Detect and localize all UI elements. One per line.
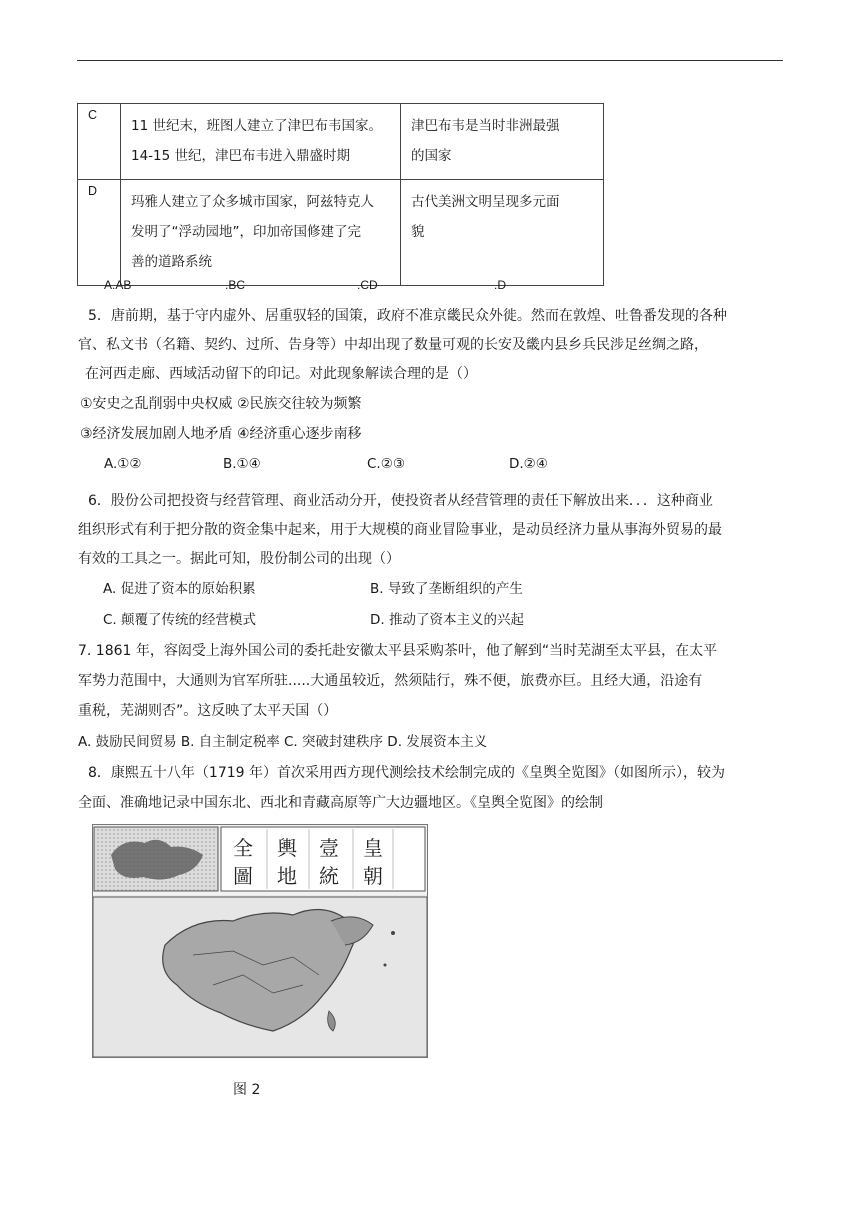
map-image [93, 825, 427, 1057]
option-d[interactable]: D.②④ [509, 456, 548, 472]
option-c[interactable]: .CD [357, 278, 378, 292]
comparison-table [77, 103, 604, 286]
question-text: 官、私文书（名籍、契约、过所、告身等）中却出现了数量可观的长安及畿内县乡兵民涉足丝绸之路， [78, 337, 708, 353]
header-rule [77, 60, 783, 61]
question-text: 6．股份公司把投资与经营管理、商业活动分开，使投资者从经营管理的责任下解放出来．．．这种商业 [88, 493, 713, 509]
row-label: D [78, 180, 121, 286]
map-title-char: 朝 [363, 864, 383, 888]
question-text: 在河西走廊、西域活动留下的印记。对此现象解读合理的是（） [85, 366, 477, 382]
answer-options[interactable]: A. 鼓励民间贸易 B. 自主制定税率 C. 突破封建秩序 D. 发展资本主义 [78, 734, 488, 750]
table-row [78, 180, 604, 286]
option-b[interactable]: B. 导致了垄断组织的产生 [370, 581, 523, 597]
map-figure [92, 824, 428, 1058]
option-a[interactable]: A. 促进了资本的原始积累 [103, 581, 256, 597]
question-text: 组织形式有利于把分散的资金集中起来，用于大规模的商业冒险事业，是动员经济力量从事海外贸易的最 [78, 522, 722, 538]
event-cell: 玛雅人建立了众多城市国家，阿兹特克人 发明了“浮动园地”，印加帝国修建了完 善的道路系统 [121, 180, 401, 286]
option-a[interactable]: A.AB [104, 278, 132, 292]
map-title-char: 地 [277, 864, 297, 888]
map-title-char: 圖 [233, 864, 253, 888]
statement-list: ①安史之乱削弱中央权威 ②民族交往较为频繁 [80, 396, 362, 412]
map-title-char: 全 [233, 836, 253, 860]
question-text: 8．康熙五十八年（1719 年）首次采用西方现代测绘技术绘制完成的《皇舆全览图》（如图所示），较为 [88, 765, 725, 781]
option-a[interactable]: A.①② [104, 456, 142, 472]
option-d[interactable]: .D [494, 278, 506, 292]
question-text: 全面、准确地记录中国东北、西北和青藏高原等广大边疆地区。《皇舆全览图》的绘制 [78, 795, 603, 811]
option-b[interactable]: .BC [225, 278, 246, 292]
map-title-char: 統 [319, 864, 339, 888]
table-row [78, 104, 604, 180]
option-b[interactable]: B.①④ [223, 456, 261, 472]
figure-caption: 图 2 [233, 1082, 261, 1098]
option-d[interactable]: D. 推动了资本主义的兴起 [370, 612, 524, 628]
map-title-char: 輿 [277, 836, 297, 860]
option-c[interactable]: C.②③ [367, 456, 405, 472]
question-text: 7. 1861 年，容闳受上海外国公司的委托赴安徽太平县采购茶叶，他了解到“当时芜湖至太平县，在太平 [78, 643, 718, 659]
statement-list: ③经济发展加剧人地矛盾 ④经济重心逐步南移 [80, 426, 362, 442]
map-title-char: 皇 [363, 836, 383, 860]
question-text: 有效的工具之一。据此可知，股份制公司的出现（） [78, 551, 400, 567]
question-text: 5．唐前期，基于守内虚外、居重驭轻的国策，政府不准京畿民众外徙。然而在敦煌、吐鲁番发现的各种 [88, 308, 727, 324]
question-text: 重税，芜湖则否”。这反映了太平天国（） [78, 703, 338, 719]
question-text: 军势力范围中，大通则为官军所驻.....大通虽较近，然须陆行，殊不便，旅费亦巨。且经大通，沿途有 [78, 673, 703, 689]
map-title-char: 壹 [319, 836, 339, 860]
conclusion-cell: 古代美洲文明呈现多元面 貌 [401, 180, 604, 286]
option-c[interactable]: C. 颠覆了传统的经营模式 [103, 612, 257, 628]
row-label: C [78, 104, 121, 180]
event-cell: 11 世纪末，班图人建立了津巴布韦国家。 14-15 世纪，津巴布韦进入鼎盛时期 [121, 104, 401, 180]
conclusion-cell: 津巴布韦是当时非洲最强 的国家 [401, 104, 604, 180]
